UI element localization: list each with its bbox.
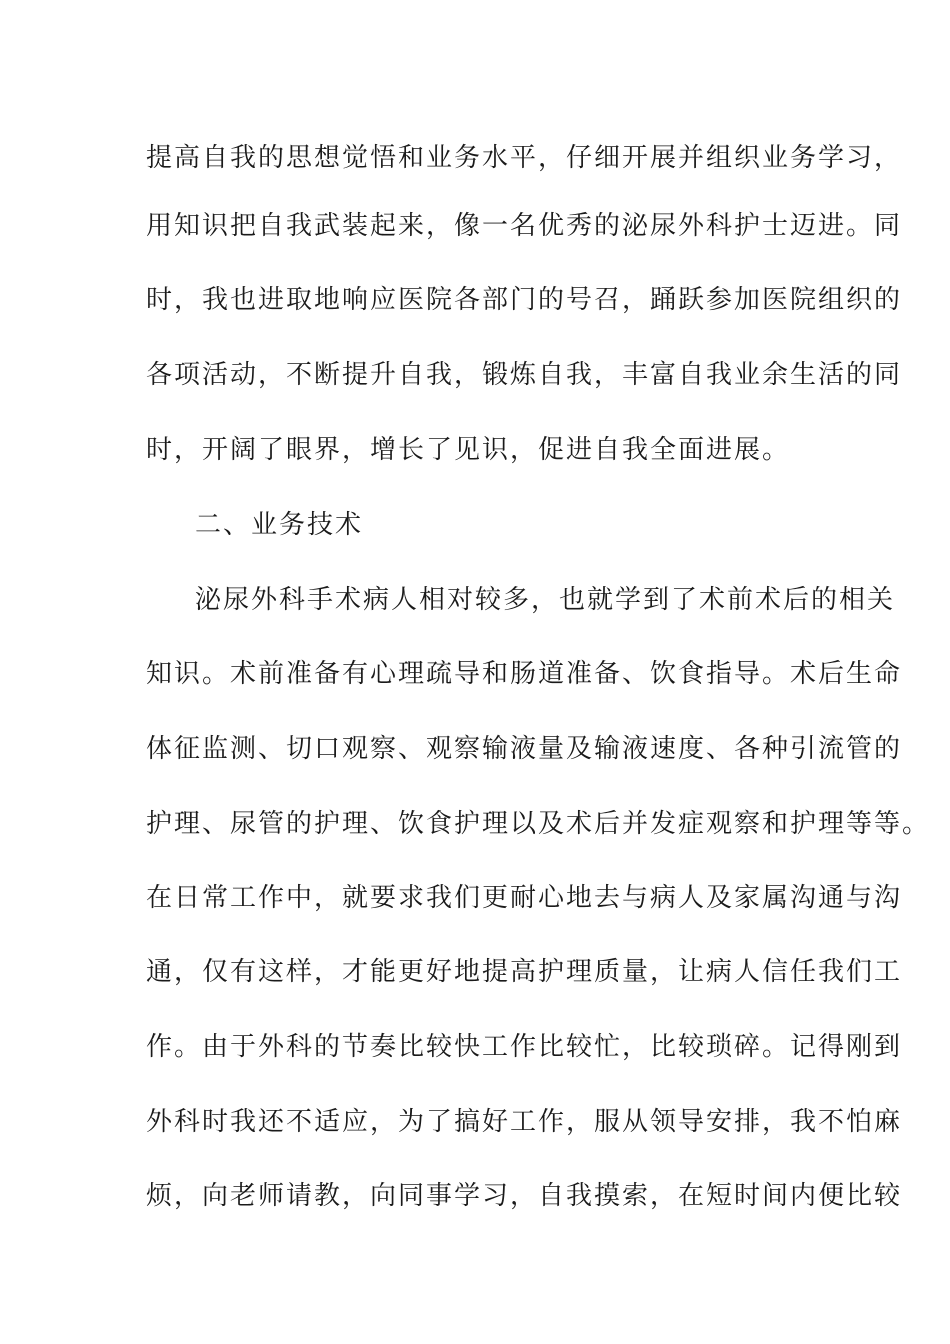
paragraph-line: 在日常工作中，就要求我们更耐心地去与病人及家属沟通与沟 <box>146 883 903 913</box>
paragraph-line: 提高自我的思想觉悟和业务水平，仔细开展并组织业务学习， <box>146 143 903 173</box>
section-heading: 二、业务技术 <box>195 510 364 540</box>
paragraph-line: 泌尿外科手术病人相对较多，也就学到了术前术后的相关 <box>195 585 896 615</box>
paragraph-line: 各项活动，不断提升自我，锻炼自我，丰富自我业余生活的同 <box>146 360 903 390</box>
paragraph-line: 知识。术前准备有心理疏导和肠道准备、饮食指导。术后生命 <box>146 659 903 689</box>
paragraph-line: 护理、尿管的护理、饮食护理以及术后并发症观察和护理等等。 <box>146 809 931 839</box>
paragraph-line: 作。由于外科的节奏比较快工作比较忙，比较琐碎。记得刚到 <box>146 1032 903 1062</box>
paragraph-line: 时，开阔了眼界，增长了见识，促进自我全面进展。 <box>146 435 791 465</box>
paragraph-line: 通，仅有这样，才能更好地提高护理质量，让病人信任我们工 <box>146 957 903 987</box>
paragraph-line: 烦，向老师请教，向同事学习，自我摸索，在短时间内便比较 <box>146 1181 903 1211</box>
paragraph-line: 体征监测、切口观察、观察输液量及输液速度、各种引流管的 <box>146 734 903 764</box>
paragraph-line: 用知识把自我武装起来，像一名优秀的泌尿外科护士迈进。同 <box>146 211 903 241</box>
paragraph-line: 外科时我还不适应，为了搞好工作，服从领导安排，我不怕麻 <box>146 1107 903 1137</box>
paragraph-line: 时，我也进取地响应医院各部门的号召，踊跃参加医院组织的 <box>146 285 903 315</box>
